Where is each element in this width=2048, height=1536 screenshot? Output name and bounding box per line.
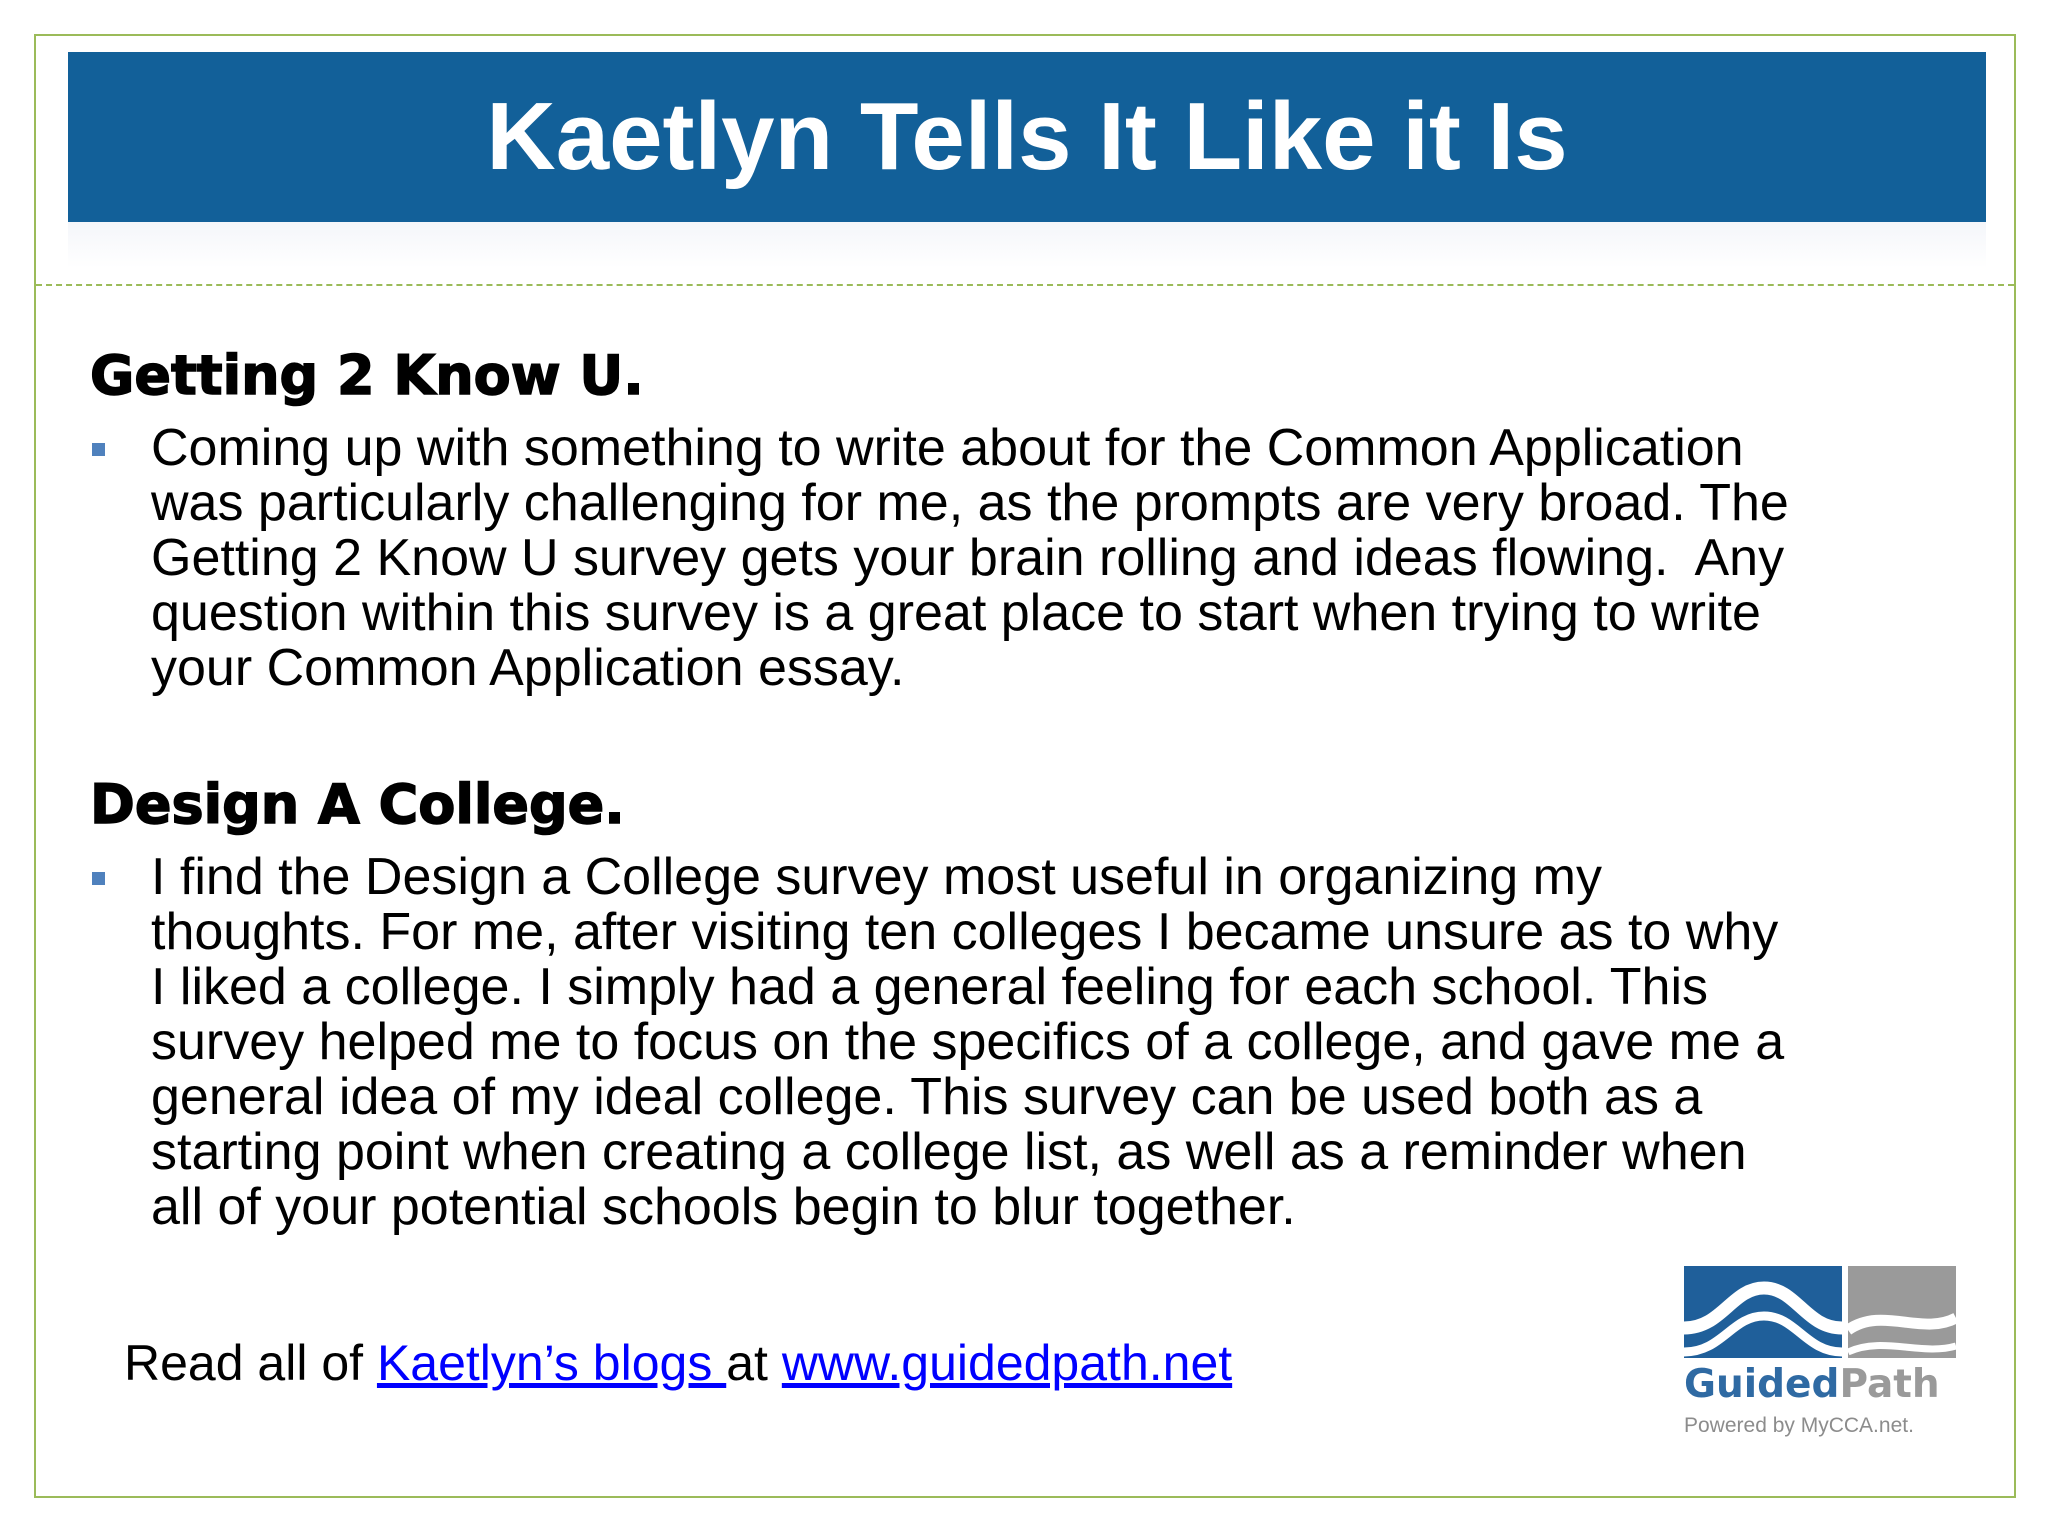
footer-middle: at [726, 1335, 782, 1391]
title-divider [36, 284, 2014, 286]
logo-word-path: Path [1839, 1362, 1940, 1407]
kaetlyns-blogs-link[interactable]: Kaetlyn’s blogs [376, 1335, 727, 1391]
bullet-line: I liked a college. I simply had a general feeling for each school. This [151, 958, 1709, 1016]
bullet-line: starting point when creating a college list, as well as a reminder when [151, 1123, 1747, 1181]
bullet-square-icon [92, 443, 105, 456]
bullet-text [151, 850, 2048, 1235]
section-heading-getting-2-know-u: Getting 2 Know U. [90, 344, 644, 407]
bullet-line: Coming up with something to write about for the Common Application [151, 419, 1744, 477]
section-heading-design-a-college: Design A College. [90, 773, 625, 836]
bullet-text [151, 421, 2048, 696]
bullet-line: general idea of my ideal college. This survey can be used both as a [151, 1068, 1703, 1126]
bullet-line: all of your potential schools begin to blur together. [151, 1178, 1296, 1236]
logo-tagline: Powered by MyCCA.net. [1684, 1414, 1914, 1437]
footer-prefix: Read all of [124, 1335, 377, 1391]
bullet-item-getting-2-know-u [90, 421, 1990, 701]
title-bar-shadow [68, 222, 1986, 268]
footer-text [124, 1334, 1232, 1392]
bullet-line: thoughts. For me, after visiting ten colleges I became unsure as to why [151, 903, 1779, 961]
bullet-line: question within this survey is a great place to start when trying to write [151, 584, 1761, 642]
guidedpath-logo [1682, 1266, 1964, 1446]
bullet-line: Getting 2 Know U survey gets your brain rolling and ideas flowing. Any [151, 529, 1785, 587]
bullet-line: your Common Application essay. [151, 639, 905, 697]
bullet-line: survey helped me to focus on the specifics of a college, and gave me a [151, 1013, 1785, 1071]
bullet-line: was particularly challenging for me, as the prompts are very broad. The [151, 474, 1789, 532]
logo-word-guided: Guided [1684, 1362, 1840, 1407]
guidedpath-wave-icon [1682, 1266, 1964, 1362]
logo-wordmark [1684, 1362, 1940, 1407]
bullet-square-icon [92, 872, 105, 885]
guidedpath-website-link[interactable]: www.guidedpath.net [781, 1335, 1233, 1391]
slide-title: Kaetlyn Tells It Like it Is [486, 83, 1568, 190]
slide-title-bar [68, 52, 1986, 222]
bullet-line: I find the Design a College survey most useful in organizing my [151, 848, 1602, 906]
bullet-item-design-a-college [90, 850, 1990, 1240]
